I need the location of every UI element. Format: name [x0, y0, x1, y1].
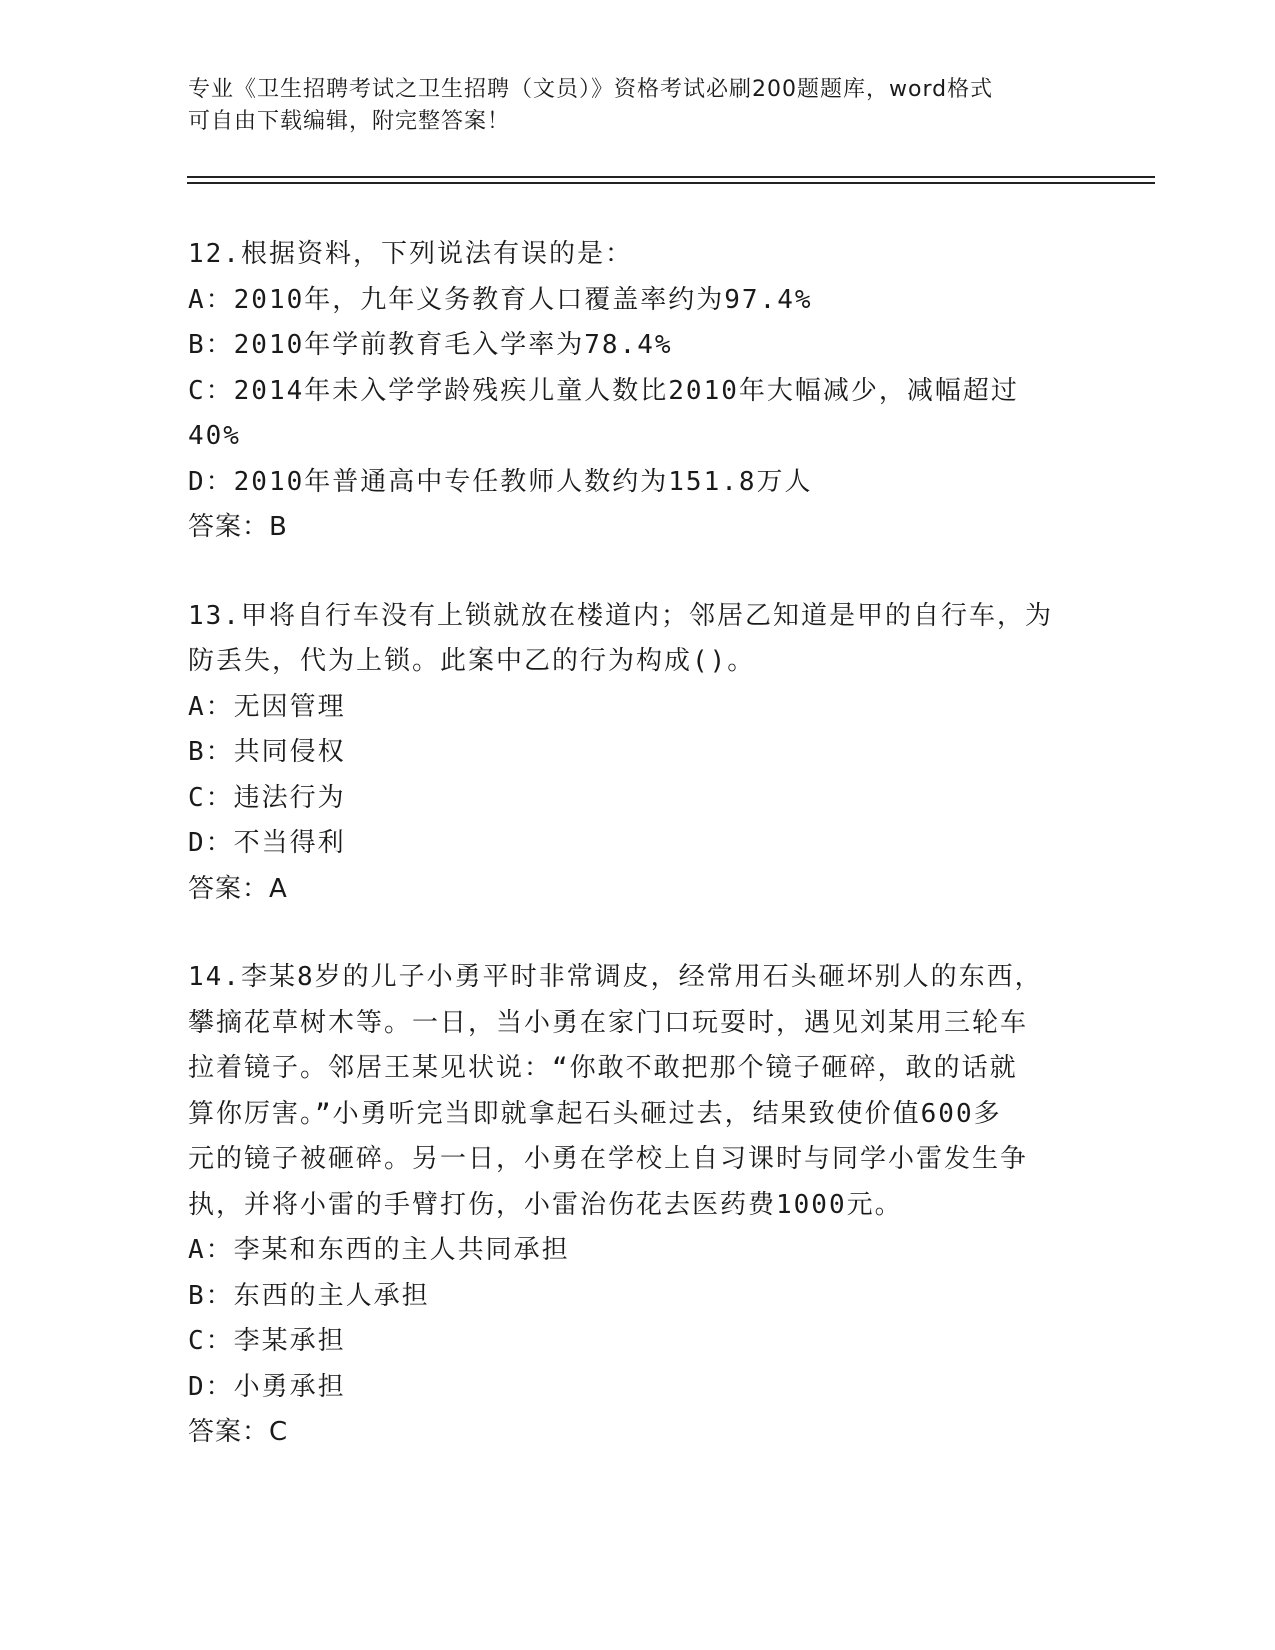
question-stem: 元的镜子被砸碎。另一日，小勇在学校上自习课时与同学小雷发生争 — [188, 1144, 1029, 1174]
question-list — [188, 232, 1088, 1499]
option-c-continued: 40% — [188, 421, 241, 451]
option-a: A：2010年，九年义务教育人口覆盖率约为97.4% — [188, 284, 813, 315]
question-stem: 13.甲将自行车没有上锁就放在楼道内；邻居乙知道是甲的自行车，为 — [188, 600, 1053, 631]
question-stem: 14.李某8岁的儿子小勇平时非常调皮，经常用石头砸坏别人的东西， — [188, 962, 1043, 992]
document-header — [188, 74, 1068, 138]
header-divider-bottom — [187, 182, 1155, 184]
option-c: C：2014年未入学学龄残疾儿童人数比2010年大幅减少，减幅超过 — [188, 375, 1019, 406]
question-stem: 防丢失，代为上锁。此案中乙的行为构成()。 — [188, 646, 756, 676]
question-12 — [188, 232, 1088, 551]
question-stem: 12.根据资料，下列说法有误的是： — [188, 239, 633, 269]
option-b: B：东西的主人承担 — [188, 1280, 430, 1311]
question-stem: 算你厉害。”小勇听完当即就拿起石头砸过去，结果致使价值600多 — [188, 1098, 1002, 1129]
question-stem: 拉着镜子。邻居王某见状说：“你敢不敢把那个镜子砸碎，敢的话就 — [188, 1053, 1018, 1083]
option-c: C：李某承担 — [188, 1326, 346, 1356]
option-d: D：小勇承担 — [188, 1371, 346, 1402]
question-13 — [188, 594, 1088, 913]
header-divider-top — [187, 176, 1155, 178]
option-a: A：无因管理 — [188, 691, 346, 722]
answer-label: 答案：B — [188, 512, 288, 542]
question-14 — [188, 955, 1088, 1456]
answer-label: 答案：A — [188, 873, 288, 904]
option-c: C：违法行为 — [188, 782, 346, 813]
question-stem: 攀摘花草树木等。一日，当小勇在家门口玩耍时，遇见刘某用三轮车 — [188, 1007, 1029, 1038]
option-a: A：李某和东西的主人共同承担 — [188, 1235, 570, 1265]
question-stem: 执，并将小雷的手臂打伤，小雷治伤花去医药费1000元。 — [188, 1189, 903, 1220]
header-line-2: 可自由下载编辑，附完整答案！ — [188, 109, 511, 134]
option-d: D：不当得利 — [188, 828, 346, 858]
answer-label: 答案：C — [188, 1417, 289, 1447]
option-d: D：2010年普通高中专任教师人数约为151.8万人 — [188, 466, 813, 497]
header-line-1: 专业《卫生招聘考试之卫生招聘（文员）》资格考试必刷200题题库，word格式 — [188, 77, 994, 102]
option-b: B：共同侵权 — [188, 737, 346, 767]
option-b: B：2010年学前教育毛入学率为78.4% — [188, 330, 673, 360]
